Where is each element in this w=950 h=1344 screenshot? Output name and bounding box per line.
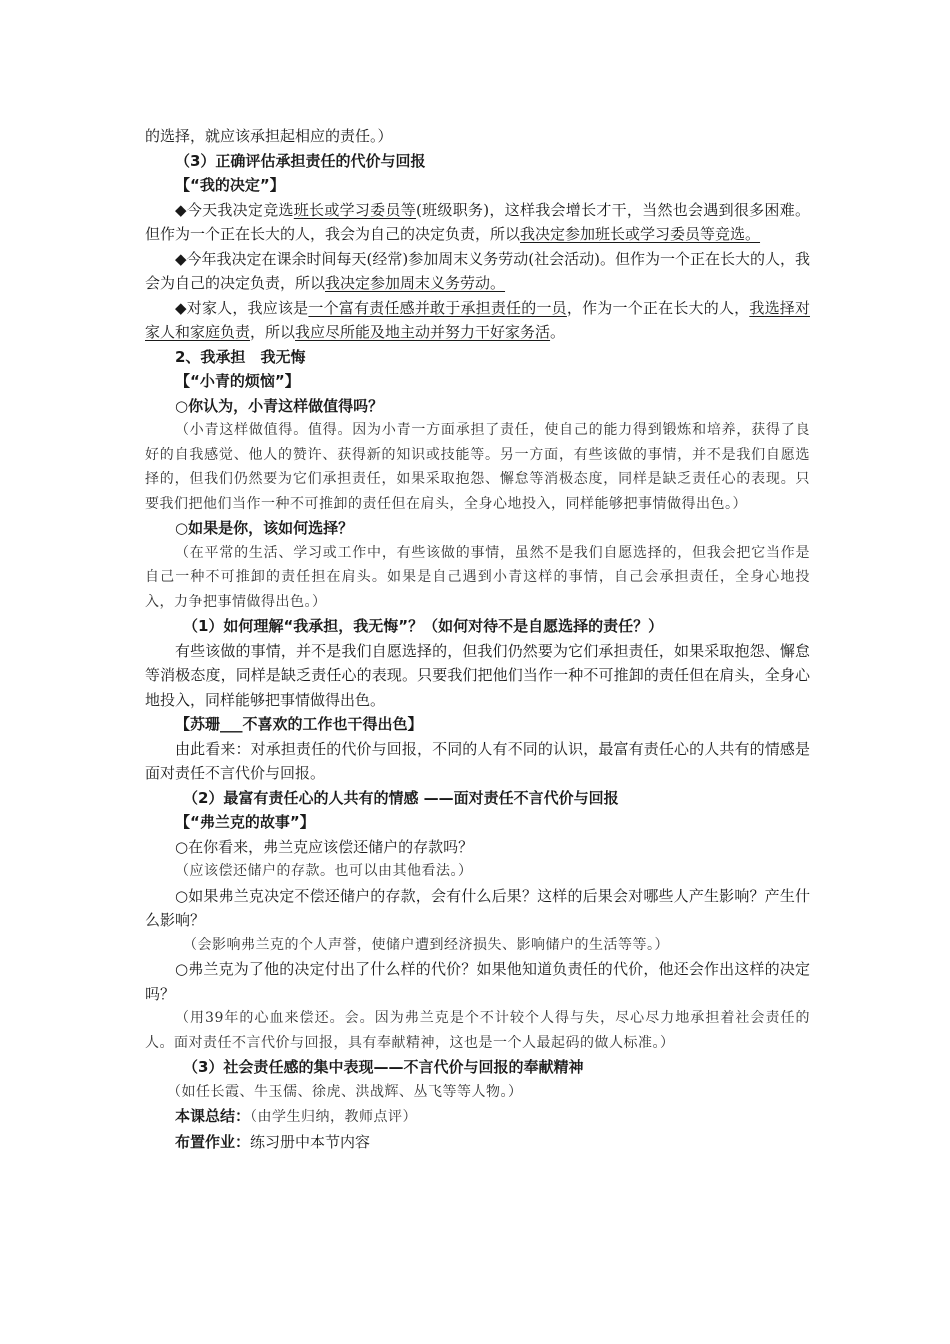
heading-section-2: 2、我承担 我无悔	[175, 347, 306, 366]
summary-text: （由学生归纳，教师点评）	[250, 1109, 418, 1125]
paragraph-conclusion: 由此看来：对承担责任的代价与回报，不同的人有不同的认识，最富有责任心的人共有的情感是面对责任不言代价与回报。	[145, 739, 810, 782]
underlined-text: 我应尽所能及地主动并努力干好家务活	[295, 323, 551, 341]
homework-text: 练习册中本节内容	[250, 1132, 371, 1151]
question-3: ○在你看来，弗兰克应该偿还储户的存款吗？	[175, 837, 474, 856]
heading-case-xiaoqing: 【“小青的烦恼”】	[175, 372, 300, 390]
heading-evaluate-cost: （3）正确评估承担责任的代价与回报	[175, 151, 426, 170]
examples-line: （如任长霞、牛玉儒、徐虎、洪战辉、丛飞等等人物。）	[167, 1083, 523, 1100]
homework-line	[145, 1130, 810, 1155]
homework-label: 布置作业：	[175, 1132, 251, 1151]
underlined-text: 一个富有责任感并敢于承担责任的一员	[308, 298, 567, 317]
heading-shared-feeling: （2）最富有责任心的人共有的情感 ——面对责任不言代价与回报	[183, 788, 619, 807]
underlined-text: 我选择对家人和家庭负责	[145, 298, 810, 341]
text: ，作为一个正在长大的人，	[566, 298, 750, 317]
decision-paragraph-2	[145, 247, 810, 296]
answer-1: （小青这样做值得。值得。因为小青一方面承担了责任，使自己的能力得到锻炼和培养，获得了良好的自我感觉、他人的赞许、获得新的知识或技能等。另一方面，有些该做的事情，并不是我们自愿选择的，但我们仍然要为它们承担责任，如果采取抱怨、懈怠等消极态度，同样是缺乏责任心的表现。只要我们把他们当作一种不可推卸的责任但在肩头，全身心地投入，同样能够把事情做得出色。）	[145, 422, 810, 512]
answer-2: （在平常的生活、学习或工作中，有些该做的事情，虽然不是我们自愿选择的，但我会把它当作是自己一种不可推卸的责任担在肩头。如果是自己遇到小青这样的事情，自己会承担责任，全身心地投入，力争把事情做得出色。）	[145, 544, 810, 610]
decision-paragraph-3	[145, 296, 810, 345]
answer-5: （用39年的心血来偿还。会。因为弗兰克是个不计较个人得与失，尽心尽力地承担着社会责任的人。面对责任不言代价与回报，具有奉献精神，这也是一个人最起码的做人标准。）	[145, 1010, 810, 1051]
line-continuation: 的选择，就应该承担起相应的责任。）	[145, 127, 393, 145]
text: ◆对家人，我应该是	[175, 298, 309, 317]
summary-line	[145, 1104, 810, 1130]
document-page	[145, 124, 810, 1154]
paragraph-understand: 有些该做的事情，并不是我们自愿选择的，但我们仍然要为它们承担责任，如果采取抱怨、懈怠等消极态度，同样是缺乏责任心的表现。只要我们把他们当作一种不可推卸的责任但在肩头，全身心地投入，同样能够把事情做得出色。	[145, 641, 810, 709]
heading-dedication: （3）社会责任感的集中表现——不言代价与回报的奉献精神	[183, 1058, 584, 1076]
question-5: ○弗兰克为了他的决定付出了什么样的代价？如果他知道负责任的代价，他还会作出这样的决定吗？	[145, 960, 810, 1003]
underlined-text: 我决定参加班长或学习委员等竞选。	[520, 225, 761, 243]
summary-label: 本课总结：	[175, 1107, 251, 1125]
underlined-text: 我决定参加周末义务劳动。	[325, 274, 506, 292]
underlined-text: 班长或学习委员等	[293, 200, 417, 219]
heading-my-decision: 【“我的决定”】	[175, 176, 285, 194]
question-1: ○你认为，小青这样做值得吗？	[175, 396, 384, 415]
answer-3: （应该偿还储户的存款。也可以由其他看法。）	[175, 863, 473, 879]
question-4: ○如果弗兰克决定不偿还储户的存款，会有什么后果？这样的后果会对哪些人产生影响？产生什么影响？	[145, 886, 810, 929]
text: (班级职务)，这样我会增长才干，当然也会遇到很多困难。但作为一个正在长大的人，我会为自己的决定负责，所以	[145, 200, 810, 243]
question-2: ○如果是你，该如何选择？	[175, 519, 354, 537]
text: ，所以	[250, 323, 296, 341]
text: ◆今年我决定在课余时间每天(经常)参加周末义务劳动(社会活动)。但作为一个正在长大的人，我会为自己的决定负责，所以	[145, 249, 810, 292]
text: ◆今天我决定竞选	[175, 200, 294, 219]
text: 。	[550, 323, 566, 341]
heading-case-frank: 【“弗兰克的故事”】	[175, 813, 315, 831]
heading-susan: 【苏珊___不喜欢的工作也干得出色】	[175, 715, 423, 733]
heading-understand: （1）如何理解“我承担，我无悔”？（如何对待不是自愿选择的责任？）	[183, 617, 664, 635]
answer-4: （会影响弗兰克的个人声誉，使储户遭到经济损失、影响储户的生活等等。）	[183, 936, 669, 953]
decision-paragraph-1	[145, 198, 810, 247]
